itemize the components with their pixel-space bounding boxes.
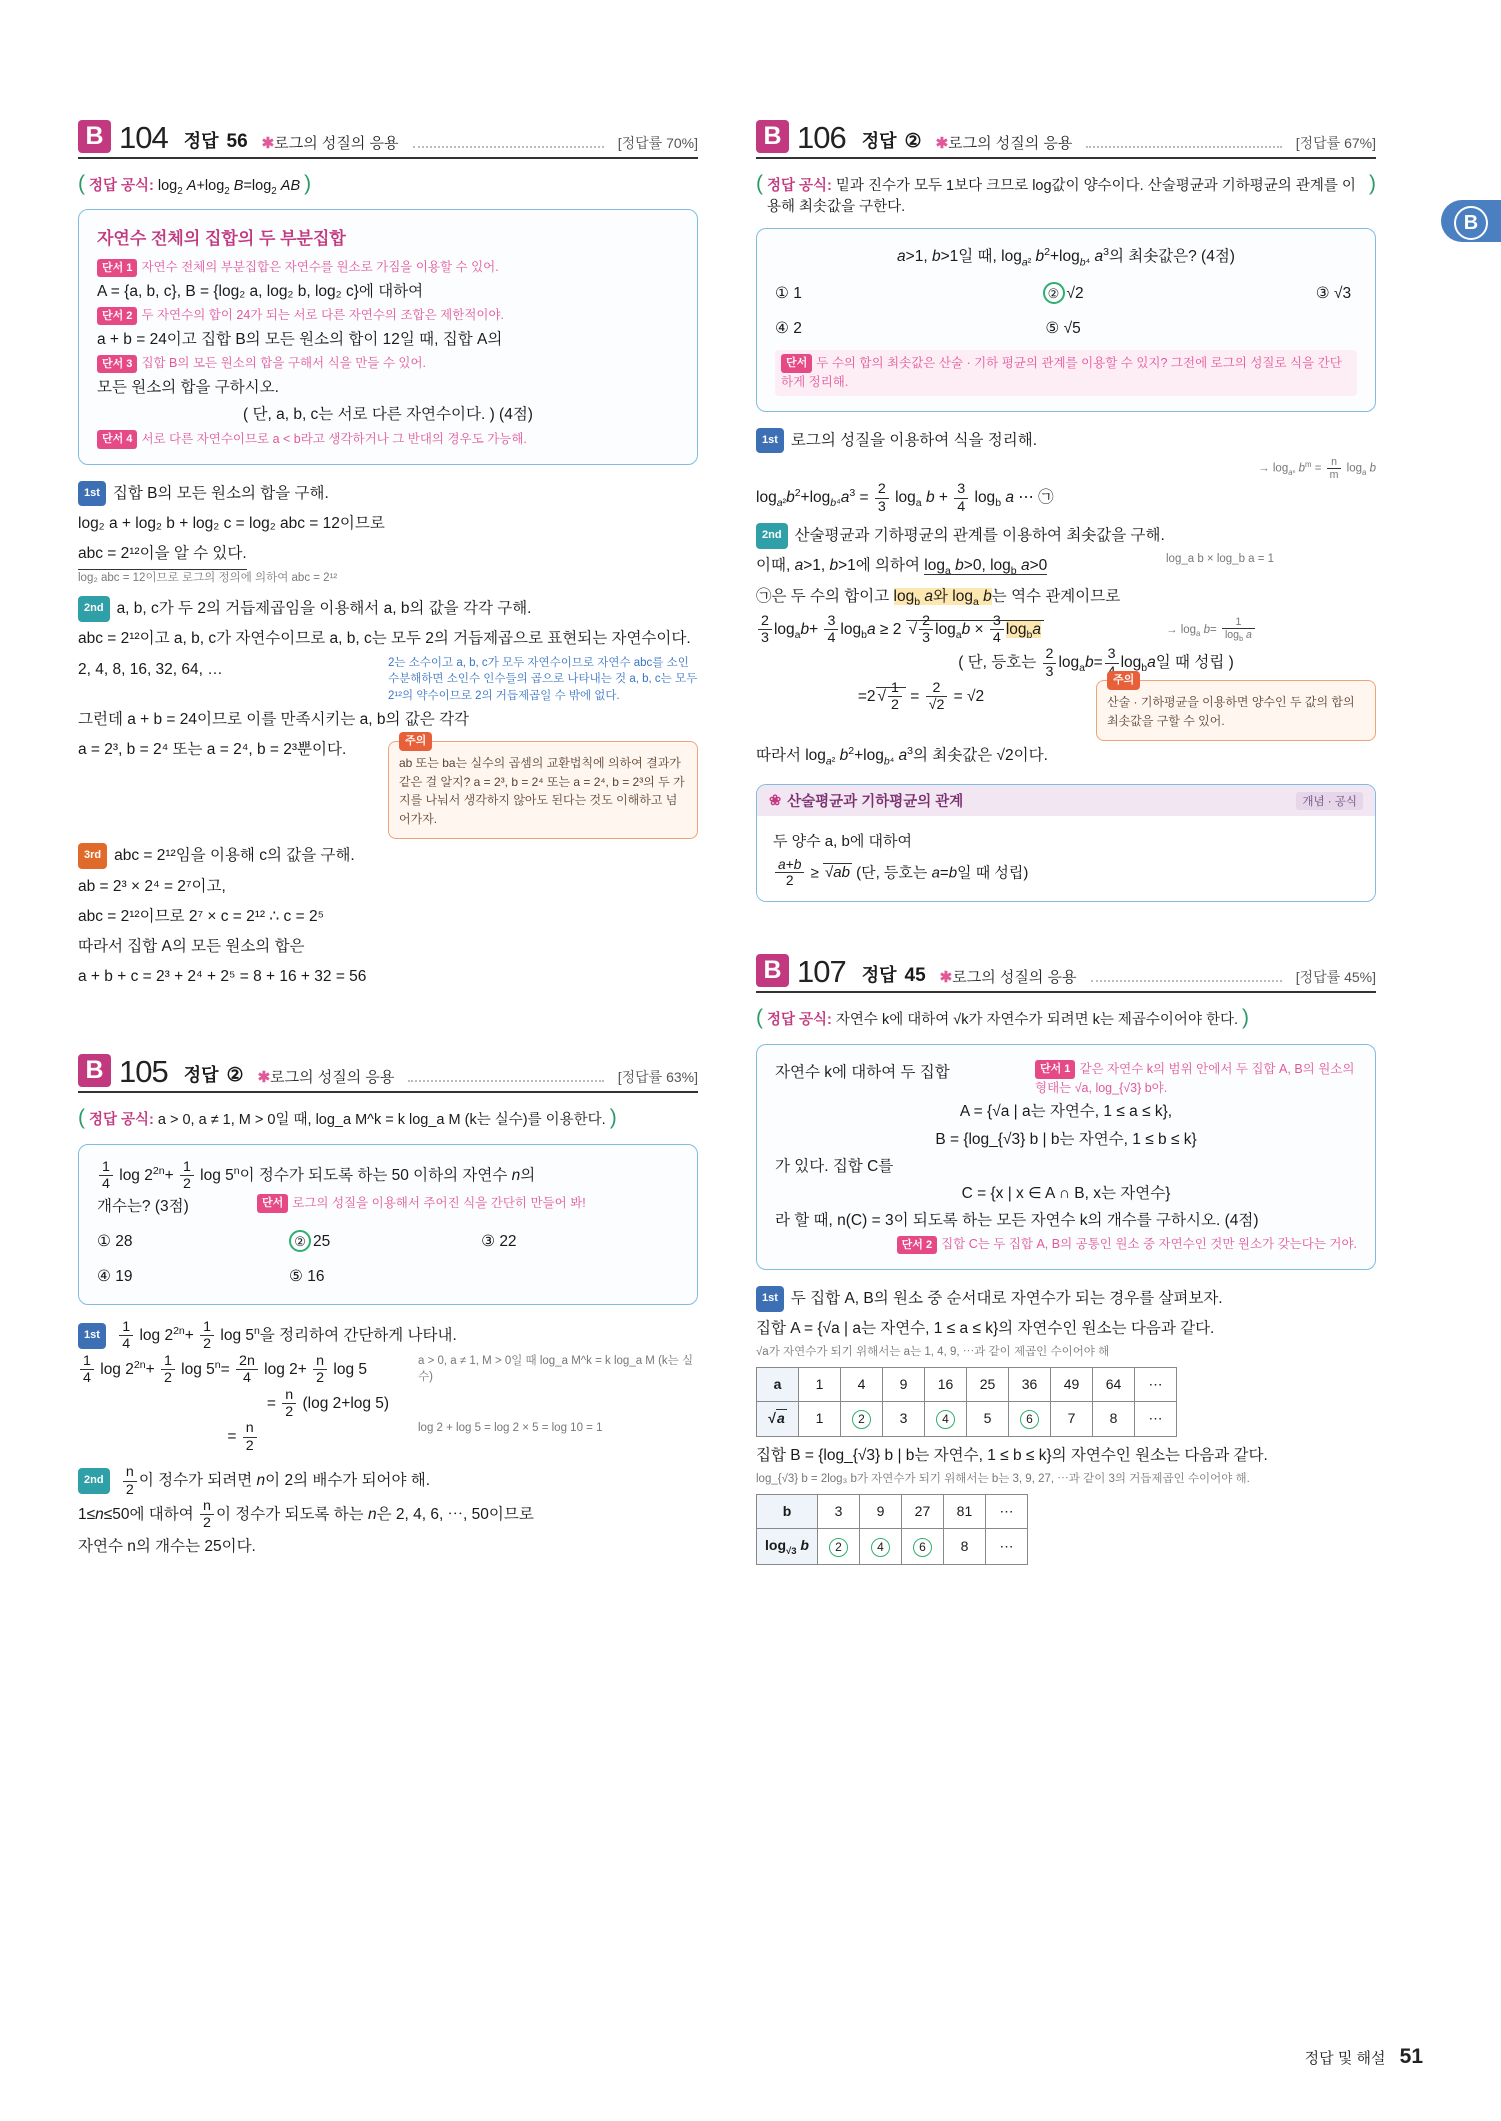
- cell: 64: [1093, 1368, 1135, 1402]
- star-icon: ✱: [939, 969, 953, 987]
- problem-107-header: [756, 954, 1376, 993]
- hint-tag: 단서: [781, 354, 812, 373]
- formula-wrap: 정답 공식: 밑과 진수가 모두 1보다 크므로 log값이 양수이다. 산술평균과 기하평균의 관계를 이용해 최솟값을 구한다.: [767, 178, 1356, 216]
- question-box-105: [78, 1144, 698, 1305]
- hint-tag: 단서: [257, 1194, 288, 1213]
- topic-label: ✱로그의 성질의 응용: [261, 135, 399, 152]
- problem-105-header: [78, 1054, 698, 1093]
- question-line-2: a + b = 24이고 집합 B의 모든 원소의 합이 12일 때, 집합 A의: [97, 331, 503, 349]
- cell: 9: [883, 1368, 925, 1402]
- solution-line-5: 자연수 n의 개수는 25이다.: [78, 1537, 256, 1555]
- question-text: a>1, b>1일 때, $\log_{a^2} b^2+\log_{b^4}$ $a^3$의 최솟값은? (4점): [897, 246, 1235, 269]
- gray-note-1: √a가 자연수가 되기 위해서는 a는 1, 4, 9, ⋯과 같이 제곱인 수이어야 해: [756, 1346, 1110, 1359]
- table-row: [757, 1402, 1177, 1436]
- question-line-3: 모든 원소의 합을 구하시오.: [97, 379, 279, 397]
- question-line-1-row: [775, 1059, 1357, 1099]
- paren-close: ): [304, 172, 312, 195]
- flower-icon: ❀: [769, 792, 782, 809]
- solution-line-5: 그런데 a + b = 24이므로 이를 만족시키는 a, b의 값은 각각: [78, 710, 470, 728]
- answer-value: 45: [904, 965, 926, 987]
- correct-rate: [정답률 70%]: [617, 135, 698, 151]
- cell: 25: [967, 1368, 1009, 1402]
- step-2-row: 2nd a, b, c가 두 2의 거듭제곱임을 이용해서 a, b의 값을 각각 구해.: [78, 594, 698, 624]
- step-badge: 3rd: [78, 843, 107, 868]
- formula-text: a > 0, a ≠ 1, M > 0일 때, log_a M^k = k log_a M (k는 실수)를 이용한다.: [157, 1112, 606, 1129]
- solution-106: [756, 426, 1376, 772]
- hint-tag: 단서 4: [97, 430, 137, 449]
- concept-line-2: $\frac{a+b}{2}$ ≥ √ab (단, 등호는 a=b일 때 성립): [773, 857, 1359, 890]
- question-line-4: ( 단, a, b, c는 서로 다른 자연수이다. ) (4점): [243, 406, 533, 424]
- solution-line-1-row: [78, 1353, 698, 1387]
- problem-107: [756, 954, 1376, 1565]
- correct-rate: [정답률 63%]: [617, 1069, 698, 1086]
- hint-4: 단서 4 서로 다른 자연수이므로 a < b라고 생각하거나 그 반대의 경우도 가능해.: [97, 430, 679, 449]
- caution-callout-104: [388, 734, 698, 839]
- page-number: 51: [1399, 2045, 1423, 2068]
- formula-text: 자연수 k에 대하여 √k가 자연수가 되려면 k는 제곱수이어야 한다.: [835, 1012, 1239, 1029]
- step-3-row: 3rd abc = 2¹²임을 이용해 c의 값을 구해.: [78, 841, 698, 871]
- topic-label: ✱로그의 성질의 응용: [939, 969, 1077, 987]
- cell: 6: [901, 1528, 943, 1564]
- question-line-2: 개수는? (3점): [97, 1197, 189, 1215]
- solution-line-3: abc = 2¹²이고 a, b, c가 자연수이므로 a, b, c는 모두 2의 거듭제곱으로 표현되는 자연수이다.: [78, 630, 691, 648]
- cell: 4: [925, 1402, 967, 1436]
- solution-line-7: 따라서 $\log_{a^2} b^2+\log_{b^4}$ $a^3$의 최솟값은 √2이다.: [756, 745, 1048, 768]
- step-2-row: 2nd 산술평균과 기하평균의 관계를 이용하여 최솟값을 구해.: [756, 521, 1376, 551]
- caution-text: ab 또는 ba는 실수의 곱셈의 교환법칙에 의하여 결과가 같은 걸 알지? a = 2³, b = 2⁴ 또는 a = 2⁴, b = 2³의 두 가지를 나눠서 생각하지 않아도 된다는 것도 이해하고 넘어가자.: [399, 755, 685, 826]
- cell: 49: [1051, 1368, 1093, 1402]
- choices-row-1: [97, 1228, 679, 1255]
- page-footer: [1305, 2045, 1423, 2069]
- paren-open: (: [78, 1106, 85, 1130]
- solution-line-6: =2 √ $\frac{1}{2}$ = $\frac{2}{√2}$ = √2: [857, 680, 985, 714]
- blue-side-note: 2는 소수이고 a, b, c가 모두 자연수이므로 자연수 abc를 소인수분해하면 소인수 인수들의 곱으로 나타내는 것 a, b, c는 모두 2¹²의 약수이므로 2의 거듭제곱일 수 밖에 없다.: [388, 656, 698, 703]
- fraction-one-quarter: $\frac{1}{4}$: [99, 1159, 113, 1193]
- problem-105: [78, 1054, 698, 1562]
- question-box-106: [756, 228, 1376, 412]
- choice-4[interactable]: ④ 2: [775, 319, 802, 337]
- dot-leader: [408, 1080, 603, 1082]
- step-badge: 2nd: [756, 523, 788, 548]
- step-2-text: $\frac{n}{2}$ 이 정수가 되려면 n이 2의 배수가 되어야 해.: [121, 1472, 430, 1489]
- choice-1[interactable]: ① 28: [97, 1232, 133, 1250]
- solution-line-1: log₂ a + log₂ b + log₂ c = log₂ abc = 12이므로: [78, 514, 385, 532]
- answer-formula-106: [756, 169, 1376, 218]
- fraction-one-half: $\frac{1}{2}$: [180, 1159, 194, 1193]
- selected-choice-marker: ②: [1043, 282, 1065, 304]
- hint-tag: 단서 3: [97, 355, 137, 374]
- solution-line-9: 따라서 집합 A의 모든 원소의 합은: [78, 937, 305, 955]
- concept-badge: 개념 · 공식: [1296, 792, 1363, 810]
- solution-line-2: abc = 2¹²이을 알 수 있다.: [78, 539, 247, 570]
- cell: ⋯: [985, 1528, 1027, 1564]
- question-line-1: $\frac{1}{4}$ $\log 2^{2n}+$ $\frac{1}{2}$ log 5$^n$이 정수가 되도록 하는 50 이하의 자연수 n의: [97, 1159, 679, 1193]
- step-1-row: 1st 두 집합 A, B의 원소 중 순서대로 자연수가 되는 경우를 살펴보자.: [756, 1284, 1376, 1314]
- hint-tag: 단서 2: [97, 307, 137, 326]
- cell: 5: [967, 1402, 1009, 1436]
- difficulty-badge: B: [756, 120, 789, 153]
- choices-row-1: [775, 280, 1357, 307]
- answer-label: 정답: [183, 1065, 219, 1086]
- solution-line-6: a = 2³, b = 2⁴ 또는 a = 2⁴, b = 2³뿐이다.: [78, 740, 347, 758]
- cell: 8: [943, 1528, 985, 1564]
- gray-side-note-1: a > 0, a ≠ 1, M > 0일 때 log_a M^k = k log_a M (k는 실수): [418, 1354, 694, 1384]
- table-row: [757, 1368, 1177, 1402]
- question-box-104: [78, 209, 698, 464]
- two-column-layout: [78, 120, 1423, 2061]
- step-1-text: $\frac{1}{4}$ $\log 2^{2n}+$ $\frac{1}{2}$ log 5$^n$을 정리하여 간단하게 나타내.: [117, 1327, 457, 1344]
- solution-line-2: 이때, a>1, b>1에 의하여 $\log_a b>0$, $\log_b a>0$: [756, 557, 1048, 578]
- question-line-2: A = {√a | a는 자연수, 1 ≤ a ≤ k},: [959, 1103, 1173, 1121]
- question-line-3: B = {log_{√3} b | b는 자연수, 1 ≤ b ≤ k}: [935, 1130, 1197, 1148]
- hint-1: 단서 1 자연수 전체의 부분집합은 자연수를 원소로 가짐을 이용할 수 있어.: [97, 258, 679, 277]
- choice-2[interactable]: ② 25: [289, 1228, 481, 1255]
- answer-value: 56: [226, 131, 248, 152]
- difficulty-badge: B: [78, 1054, 111, 1087]
- page-section-tab: [1441, 200, 1501, 242]
- choice-empty: [1159, 315, 1351, 342]
- gray-note-2: log_{√3} b = 2log₃ b가 자연수가 되기 위해서는 b는 3, 9, 27, ⋯과 같이 3의 거듭제곱인 수이어야 해.: [756, 1472, 1250, 1485]
- cell: 2: [817, 1528, 859, 1564]
- cell: 6: [1009, 1402, 1051, 1436]
- cell: 27: [901, 1494, 943, 1528]
- concept-header: [757, 785, 1375, 816]
- hint-1: 단서 두 수의 합의 최솟값은 산술 · 기하 평균의 관계를 이용할 수 있지? 그전에 로그의 성질로 식을 간단하게 정리해.: [775, 350, 1357, 396]
- choice-empty: [481, 1263, 673, 1290]
- question-line-4: 가 있다. 집합 C를: [775, 1157, 894, 1175]
- step-2-row: [78, 1464, 698, 1498]
- problem-number: 104: [119, 120, 168, 155]
- footer-label: 정답 및 해설: [1304, 2050, 1386, 2067]
- concept-line-1: 두 양수 a, b에 대하여: [773, 833, 912, 851]
- table-b: [756, 1494, 1028, 1566]
- answer-value: ②: [904, 131, 922, 152]
- choice-2[interactable]: ② √2: [967, 280, 1159, 307]
- cell: 3: [883, 1402, 925, 1436]
- choice-3[interactable]: ③ 22: [481, 1232, 517, 1250]
- solution-105: [78, 1319, 698, 1562]
- hint-1: 단서 로그의 성질을 이용해서 주어진 식을 간단히 만들어 봐!: [257, 1194, 679, 1213]
- choice-1[interactable]: ① 1: [775, 284, 802, 302]
- solution-callout-row: [78, 735, 698, 839]
- concept-title: 산술평균과 기하평균의 관계: [787, 794, 964, 811]
- answer-label: 정답: [183, 131, 219, 151]
- problem-106: [756, 120, 1376, 902]
- topic-label: ✱로그의 성질의 응용: [935, 135, 1073, 152]
- solution-line-4: 2, 4, 8, 16, 32, 64, …: [78, 660, 223, 678]
- cell: 3: [817, 1494, 859, 1528]
- caution-callout-106: [1096, 674, 1376, 741]
- paren-close: ): [1369, 172, 1376, 195]
- step-badge: 1st: [756, 428, 784, 453]
- step-1-row: [78, 1319, 698, 1353]
- solution-note-1: log₂ abc = 12이므로 로그의 정의에 의하여 abc = 2¹²: [78, 572, 338, 585]
- solution-line-7: ab = 2³ × 2⁴ = 2⁷이고,: [78, 877, 226, 895]
- cell: ⋯: [985, 1494, 1027, 1528]
- cell: 2: [841, 1402, 883, 1436]
- step-1-row: 1st 로그의 성질을 이용하여 식을 정리해.: [756, 426, 1376, 456]
- paren-close: ): [1242, 1006, 1250, 1030]
- dot-leader: [1091, 980, 1282, 982]
- solution-line-8: abc = 2¹²이므로 2⁷ × c = 2¹² ∴ c = 2⁵: [78, 907, 325, 925]
- hint-1: 단서 1 같은 자연수 k의 범위 안에서 두 집합 A, B의 원소의 형태는 √a, log_{√3} b야.: [1035, 1061, 1355, 1095]
- caution-tag: 주의: [1107, 671, 1140, 690]
- table-b-header-label: b: [757, 1494, 818, 1528]
- cell: 1: [799, 1402, 841, 1436]
- solution-107: [756, 1284, 1376, 1565]
- caution-tag: 주의: [399, 732, 432, 751]
- table-a-header-label: a: [757, 1368, 799, 1402]
- cell: 7: [1051, 1402, 1093, 1436]
- step-badge: 1st: [78, 1323, 106, 1348]
- concept-body: [757, 816, 1375, 901]
- cell: 4: [859, 1528, 901, 1564]
- solution-line-3: = $\frac{n}{2}$: [78, 1420, 408, 1454]
- step-badge: 1st: [756, 1286, 784, 1311]
- choice-5[interactable]: ⑤ √5: [1045, 319, 1081, 337]
- question-line-5: C = {x | x ∈ A ∩ B, x는 자연수}: [961, 1184, 1171, 1202]
- solution-line-1: 집합 A = {√a | a는 자연수, 1 ≤ a ≤ k}의 자연수인 원소는 다음과 같다.: [756, 1320, 1215, 1338]
- question-title: 자연수 전체의 집합의 두 부분집합: [97, 229, 346, 249]
- page-section-tab-letter: B: [1454, 206, 1488, 240]
- solution-line-3-row: [78, 1420, 698, 1454]
- choices-row-2: [775, 315, 1357, 342]
- selected-choice-marker: ②: [289, 1230, 311, 1252]
- star-icon: ✱: [935, 135, 949, 152]
- gray-side-note-1: → $\log_{a^n} b^m$ = $\frac{n}{m}$ $\log_a b$: [1258, 455, 1376, 482]
- problem-number: 105: [119, 1054, 168, 1090]
- answer-formula-105: ( 정답 공식: a > 0, a ≠ 1, M > 0일 때, log_a M^k = k log_a M (k는 실수)를 이용한다. ): [78, 1103, 698, 1133]
- hint-tag: 단서 2: [897, 1236, 937, 1255]
- gray-side-note-2: log_a b × log_b a = 1: [1166, 553, 1275, 566]
- step-badge: 2nd: [78, 1468, 110, 1493]
- answer-formula-104: ( 정답 공식: $\log_2 A+\log_2$ $B=\log_2$ AB ): [78, 169, 698, 199]
- table-a: [756, 1367, 1177, 1437]
- choice-5[interactable]: ⑤ 16: [289, 1267, 325, 1285]
- paren-open: (: [78, 172, 85, 195]
- table-row: [757, 1494, 1028, 1528]
- solution-line-3: ㉠은 두 수의 합이고 $\log_b a$와 $\log_a b$는 역수 관계이므로: [756, 587, 1121, 608]
- question-line-1: 자연수 k에 대하여 두 집합: [775, 1063, 950, 1081]
- solution-line-3-row: [78, 624, 698, 654]
- table-row: [757, 1528, 1028, 1564]
- question-line-1: A = {a, b, c}, B = {log₂ a, log₂ b, log₂ c}에 대하여: [97, 283, 424, 301]
- step-badge: 2nd: [78, 596, 110, 621]
- solution-line-4: 1≤n≤50에 대하여 $\frac{n}{2}$ 이 정수가 되도록 하는 n은 2, 4, 6, ⋯, 50이므로: [78, 1497, 534, 1532]
- solution-line-2: 집합 B = {log_{√3} b | b는 자연수, 1 ≤ b ≤ k}의 자연수인 원소는 다음과 같다.: [756, 1446, 1268, 1464]
- answer-value: ②: [226, 1065, 244, 1087]
- gray-side-note-2: log 2 + log 5 = log 2 × 5 = log 10 = 1: [418, 1422, 603, 1435]
- paren-close: ): [609, 1106, 617, 1130]
- hint-tag: 단서 1: [1035, 1060, 1075, 1079]
- concept-box-106: [756, 784, 1376, 902]
- difficulty-badge: B: [78, 120, 111, 153]
- cell: 81: [943, 1494, 985, 1528]
- left-column: [78, 120, 698, 2061]
- right-column: [756, 120, 1376, 2061]
- problem-104-header: [78, 120, 698, 159]
- problem-106-header: [756, 120, 1376, 159]
- correct-rate: [정답률 67%]: [1295, 135, 1376, 151]
- caution-text: 산술 · 기하평균을 이용하면 양수인 두 값의 합의 최솟값을 구할 수 있어.: [1107, 695, 1355, 728]
- question-line-2-row: [97, 1193, 679, 1220]
- hint-tag: 단서 1: [97, 259, 137, 278]
- cell: ⋯: [1135, 1368, 1177, 1402]
- cell: 16: [925, 1368, 967, 1402]
- cell: 4: [841, 1368, 883, 1402]
- correct-rate: [정답률 45%]: [1295, 969, 1376, 986]
- hint-2: 단서 2 두 자연수의 합이 24가 되는 서로 다른 자연수의 조합은 제한적이야.: [97, 306, 679, 325]
- paren-open: (: [756, 172, 763, 195]
- cell: 8: [1093, 1402, 1135, 1436]
- solution-line-1: $\log_{a^2}b^2+\log_{b^4}a^3$ = $\frac{2}{3}$ $\log_a b$ + $\frac{3}{4}$ $\log_b a$ ⋯ ㉠: [756, 481, 1054, 515]
- solution-line-6-row: [756, 674, 1376, 741]
- dot-leader: [413, 146, 604, 148]
- difficulty-badge: B: [756, 954, 789, 987]
- solution-line-10: a + b + c = 2³ + 2⁴ + 2⁵ = 8 + 16 + 32 = 56: [78, 968, 367, 986]
- table-a-row-label: √a: [757, 1402, 799, 1436]
- hint-3: 단서 3 집합 B의 모든 원소의 합을 구해서 식을 만들 수 있어.: [97, 354, 679, 373]
- cell: ⋯: [1135, 1402, 1177, 1436]
- cell: 36: [1009, 1368, 1051, 1402]
- problem-number: 107: [797, 954, 846, 990]
- paren-open: (: [756, 1006, 763, 1030]
- table-b-row-label: $\log_{√3} b$: [757, 1528, 818, 1564]
- choices-row-2: [97, 1263, 679, 1290]
- formula-text: $\log_2 A+\log_2$ $B=\log_2$ AB: [157, 178, 301, 197]
- dot-leader: [1086, 146, 1281, 148]
- star-icon: ✱: [257, 1069, 271, 1087]
- question-line-6: 라 할 때, n(C) = 3이 되도록 하는 모든 자연수 k의 개수를 구하시오. (4점): [775, 1211, 1259, 1229]
- solution-line-5: ( 단, 등호는 $\frac{2}{3}$ $\log_ab=$ 3 $\log_ba$일 때 성립 ): [958, 646, 1234, 680]
- problem-number: 106: [797, 120, 846, 155]
- step-badge: 1st: [78, 481, 106, 506]
- answer-label: 정답: [861, 131, 897, 151]
- solution-104: [78, 479, 698, 993]
- choice-4[interactable]: ④ 19: [97, 1267, 133, 1285]
- cell: 1: [799, 1368, 841, 1402]
- list-and-note: [78, 655, 698, 705]
- cell: 9: [859, 1494, 901, 1528]
- topic-label: ✱로그의 성질의 응용: [257, 1069, 395, 1087]
- answer-formula-107: ( 정답 공식: 자연수 k에 대하여 √k가 자연수가 되려면 k는 제곱수이어야 한다. ): [756, 1003, 1376, 1033]
- star-icon: ✱: [261, 135, 275, 152]
- problem-104: [78, 120, 698, 992]
- hint-2: 단서 2 집합 C는 두 집합 A, B의 공통인 원소 중 자연수인 것만 원소가 갖는다는 거야.: [775, 1235, 1357, 1254]
- formula-text: 밑과 진수가 모두 1보다 크므로 log값이 양수이다. 산술평균과 기하평균의 관계를 이용해 최솟값을 구한다.: [767, 178, 1356, 216]
- question-box-107: [756, 1044, 1376, 1270]
- step-1-row: 1st 집합 B의 모든 원소의 합을 구해.: [78, 479, 698, 509]
- choice-3[interactable]: ③ √3: [1315, 284, 1352, 302]
- solution-line-1: $\frac{1}{4}$ $\log 2^{2n}+$ $\frac{1}{2}$ $\log 5^n=$ $\frac{2n}{4}$ log 2+ $\frac{n}{2}$ log 5: [78, 1353, 408, 1387]
- gray-side-note-3: → $\log_a b=$ $\frac{1}{\log_b a}$: [1166, 616, 1376, 644]
- solution-line-2: = $\frac{n}{2}$ (log 2+log 5): [266, 1386, 390, 1420]
- solution-line-2-row: [756, 551, 1376, 582]
- answer-label: 정답: [861, 965, 897, 986]
- solution-line-4: $\frac{2}{3}$ $\log_ab+$ $\frac{3}{4}$ $\log_ba \ge 2$ √ $\frac{2}{3}$ $\log_ab$ × $\frac{3}{4}$ $\log_ba$: [756, 613, 1156, 647]
- solution-line-4-row: [756, 613, 1376, 647]
